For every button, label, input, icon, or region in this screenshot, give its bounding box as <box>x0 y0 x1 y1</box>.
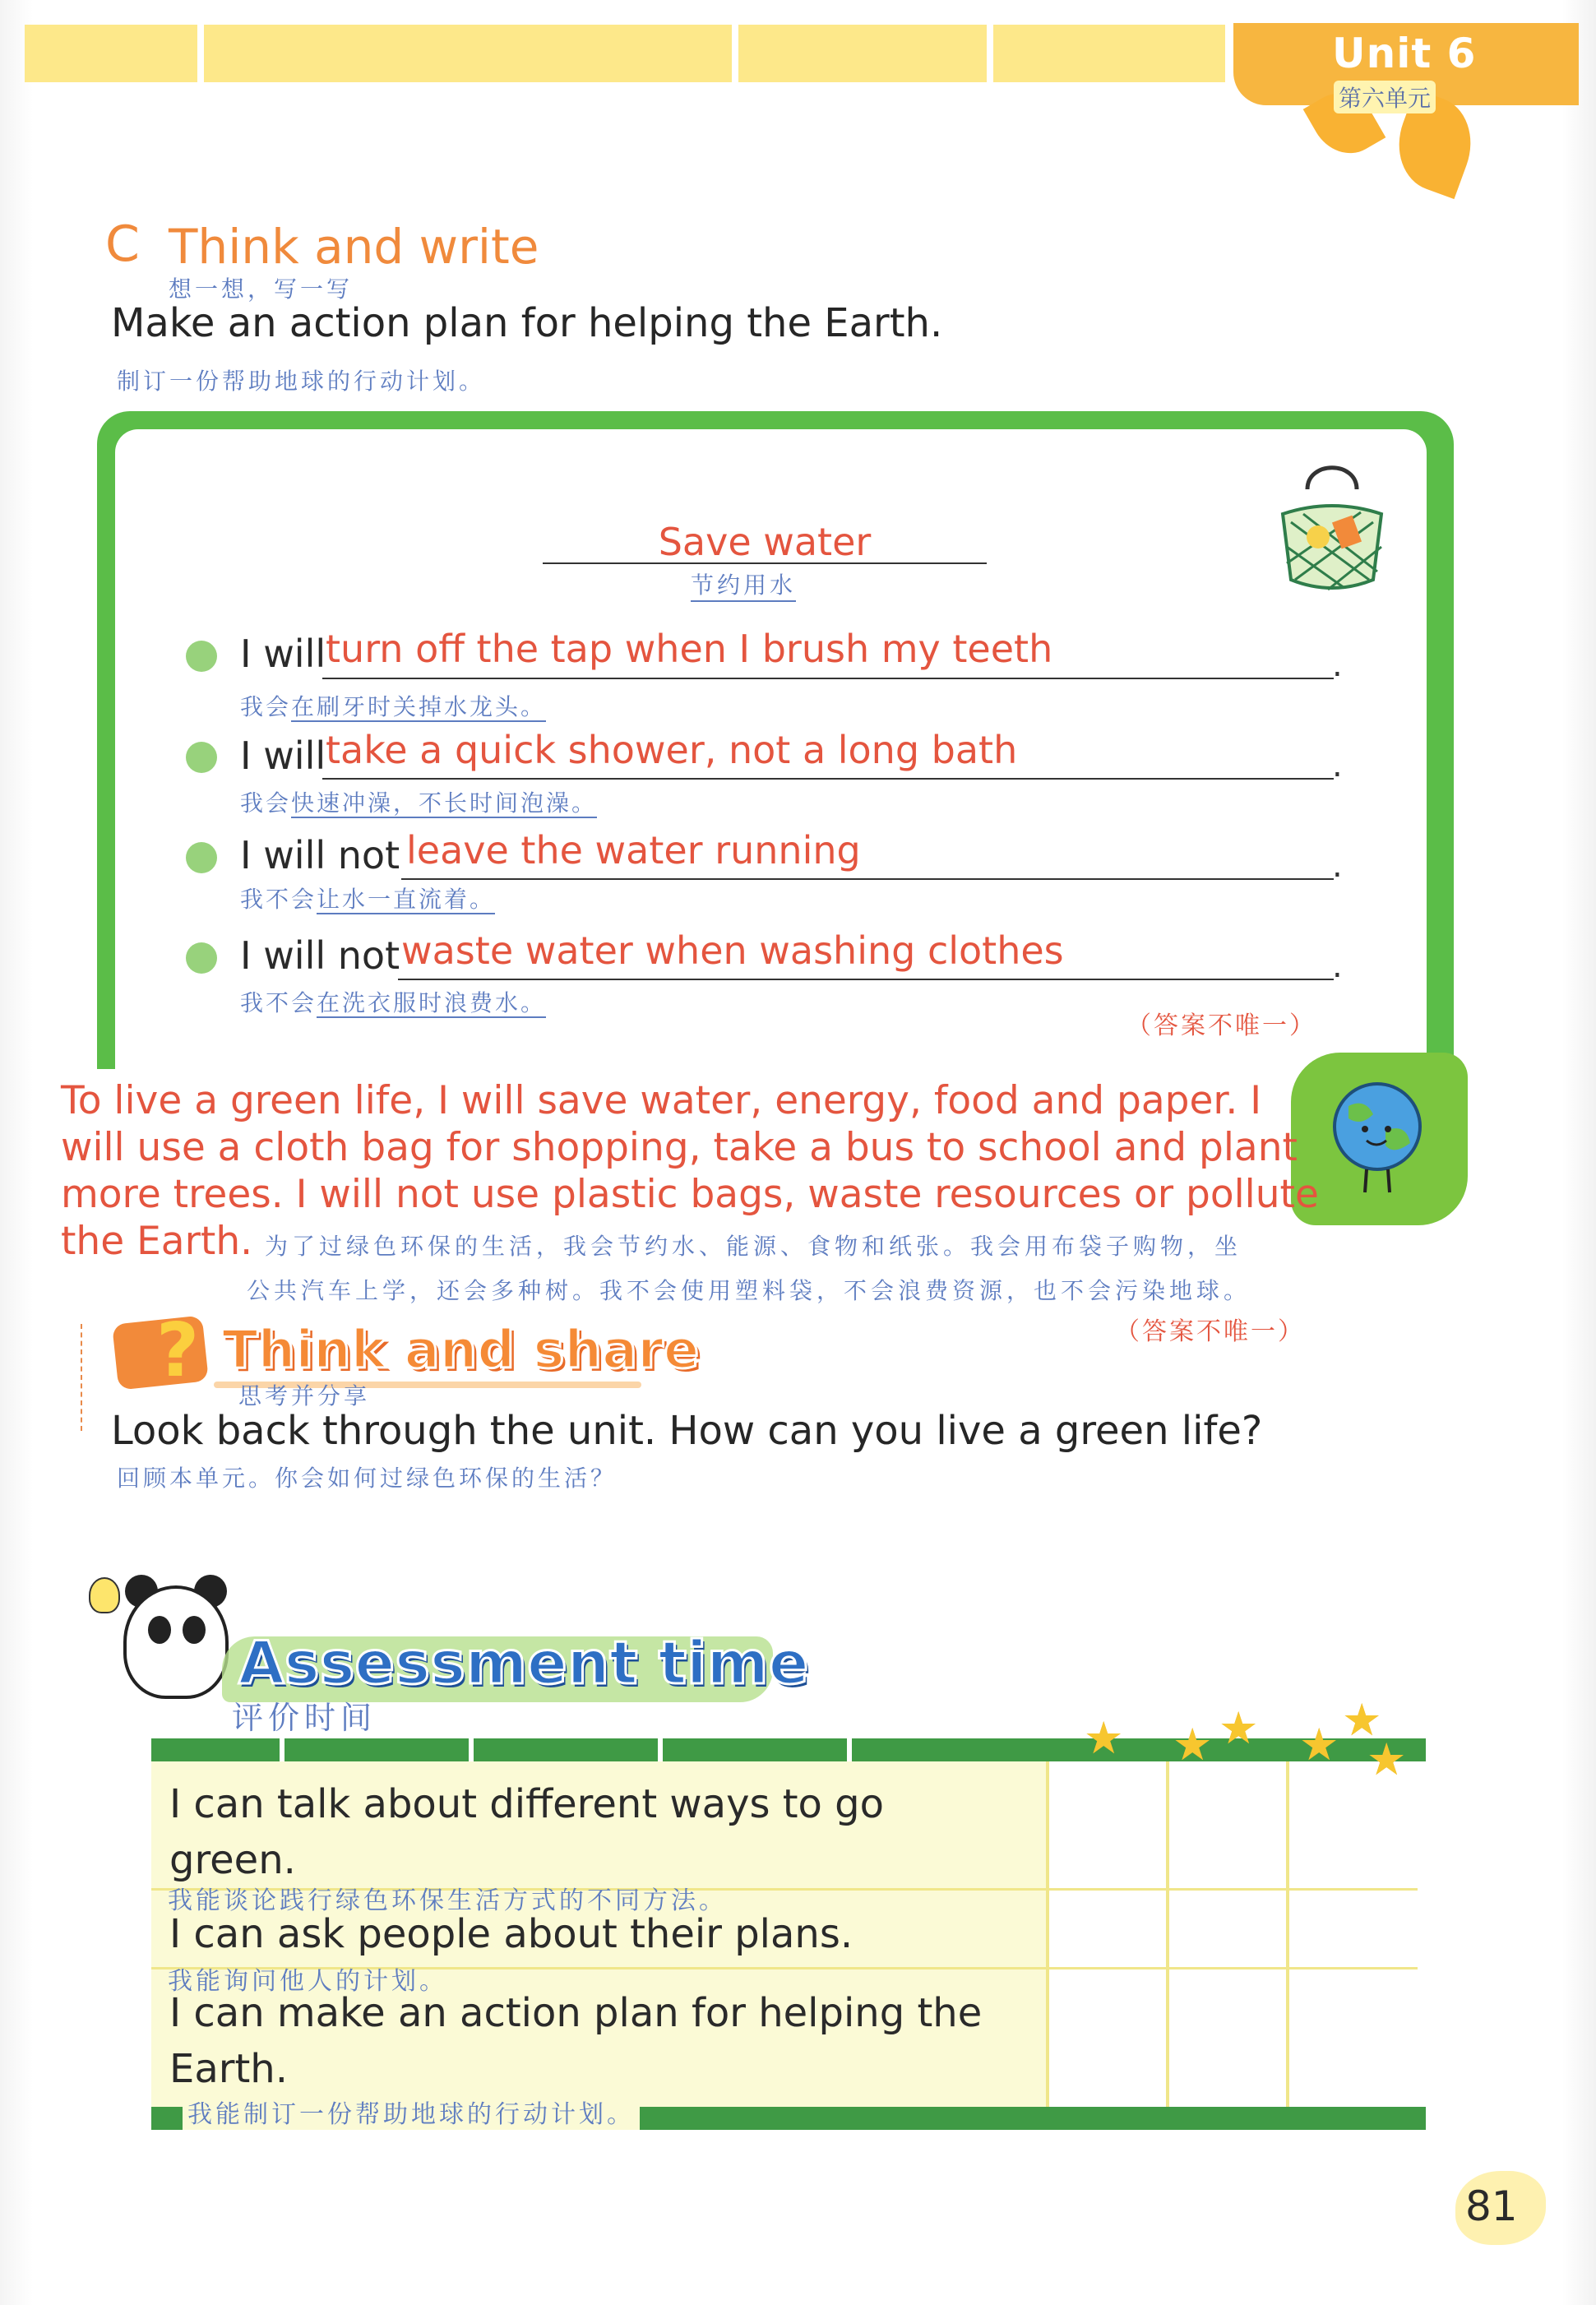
instruction: Make an action plan for helping the Earth. <box>111 300 943 346</box>
instruction-cn: 制订一份帮助地球的行动计划。 <box>117 368 486 395</box>
bar-gap <box>847 1738 852 1761</box>
answer-line <box>322 678 1334 679</box>
question-mark-icon: ? <box>156 1308 200 1394</box>
bar-gap <box>469 1738 474 1761</box>
banner-divider <box>732 25 738 82</box>
row-stem: I will <box>240 734 326 778</box>
row-cn: 我会在刷牙时关掉水龙头。 <box>240 693 547 720</box>
star-icon: ★ <box>1219 1702 1259 1754</box>
star-icon: ★ <box>1173 1719 1213 1770</box>
topic-cn: 节约用水 <box>691 567 796 602</box>
dashed-arrow <box>81 1324 84 1431</box>
assessment-title-cn: 评价时间 <box>232 1700 377 1736</box>
topic-answer: Save water <box>658 520 872 564</box>
section-title: Think and write <box>169 219 539 275</box>
section-letter: C <box>105 215 140 273</box>
answer-line <box>322 778 1334 780</box>
smiling-earth-icon <box>1316 1073 1439 1205</box>
row-period: . <box>1332 847 1343 885</box>
think-share-question-cn: 回顾本单元。你会如何过绿色环保的生活？ <box>117 1465 618 1492</box>
think-share-title: Think and share <box>222 1320 700 1381</box>
row-stem: I will not <box>240 833 400 877</box>
row-cn: 我会快速冲澡，不长时间泡澡。 <box>240 789 598 817</box>
assessment-item-cn: 我能询问他人的计划。 <box>168 1967 447 1996</box>
star-icon: ★ <box>1367 1733 1407 1785</box>
think-share-title-cn: 思考并分享 <box>238 1382 371 1409</box>
row-period: . <box>1332 646 1343 684</box>
answer-note: （答案不唯一） <box>1126 1011 1316 1040</box>
bar-gap <box>280 1738 285 1761</box>
assessment-item-cn: 我能谈论践行绿色环保生活方式的不同方法。 <box>168 1886 727 1915</box>
paragraph-line: will use a cloth bag for shopping, take a bus to school and plant <box>61 1125 1298 1170</box>
row-cn: 我不会在洗衣服时浪费水。 <box>240 989 547 1016</box>
paragraph-note: （答案不唯一） <box>1115 1317 1305 1346</box>
answer-line <box>401 878 1334 880</box>
paragraph-line: To live a green life, I will save water, energy, food and paper. I <box>61 1078 1262 1123</box>
unit-title: Unit 6 <box>1332 30 1477 77</box>
paragraph-answer <box>61 1077 1319 1270</box>
assessment-title: Assessment time <box>238 1628 809 1697</box>
row-cn: 我不会让水一直流着。 <box>240 886 496 913</box>
row-stem: I will <box>240 632 326 676</box>
table-column-line <box>1046 1761 1049 2107</box>
banner-divider <box>987 25 993 82</box>
star-icon: ★ <box>1342 1694 1382 1746</box>
panda-mascot-icon <box>123 1585 229 1699</box>
unit-subtitle: 第六单元 <box>1334 81 1436 113</box>
star-icon: ★ <box>1299 1719 1339 1770</box>
row-answer: waste water when washing clothes <box>401 928 1064 973</box>
panda-eye <box>183 1616 206 1644</box>
row-period: . <box>1332 747 1343 785</box>
assessment-item: I can make an action plan for helping the Earth. <box>169 1990 983 2092</box>
star-icon: ★ <box>1084 1712 1124 1764</box>
page-number: 81 <box>1465 2182 1518 2230</box>
paragraph-line: the Earth. 为了过绿色环保的生活，我会节约水、能源、食物和纸张。我会用布袋子购物，坐 <box>61 1219 1242 1264</box>
row-stem: I will not <box>240 933 400 978</box>
table-column-line <box>1166 1761 1169 2107</box>
panda-eye <box>148 1616 171 1644</box>
table-column-line <box>1286 1761 1289 2107</box>
paragraph-line: more trees. I will not use plastic bags, waste resources or pollute <box>61 1172 1319 1217</box>
answer-line <box>398 979 1334 980</box>
section-title-cn: 想一想，写一写 <box>169 275 354 303</box>
assessment-item-cn: 我能制订一份帮助地球的行动计划。 <box>183 2094 640 2130</box>
row-answer: turn off the tap when I brush my teeth <box>326 627 1053 671</box>
bullet-dot <box>186 742 217 773</box>
row-period: . <box>1332 947 1343 985</box>
paragraph-cn-1: 为了过绿色环保的生活，我会节约水、能源、食物和纸张。我会用布袋子购物，坐 <box>265 1233 1242 1260</box>
top-banner <box>25 25 1225 82</box>
lightbulb-icon <box>89 1577 120 1613</box>
bar-gap <box>658 1738 663 1761</box>
assessment-item: I can talk about different ways to go green. <box>169 1781 885 1883</box>
paragraph-cn-2: 公共汽车上学，还会多种树。我不会使用塑料袋，不会浪费资源，也不会污染地球。 <box>247 1277 1251 1304</box>
bullet-dot <box>186 842 217 873</box>
bullet-dot <box>186 942 217 974</box>
row-answer: leave the water running <box>406 828 861 872</box>
bullet-dot <box>186 641 217 672</box>
banner-divider <box>197 25 204 82</box>
assessment-item: I can ask people about their plans. <box>169 1911 854 1957</box>
row-answer: take a quick shower, not a long bath <box>326 728 1018 772</box>
shopping-bag-icon <box>1270 456 1394 596</box>
think-share-question: Look back through the unit. How can you live a green life? <box>111 1408 1263 1454</box>
